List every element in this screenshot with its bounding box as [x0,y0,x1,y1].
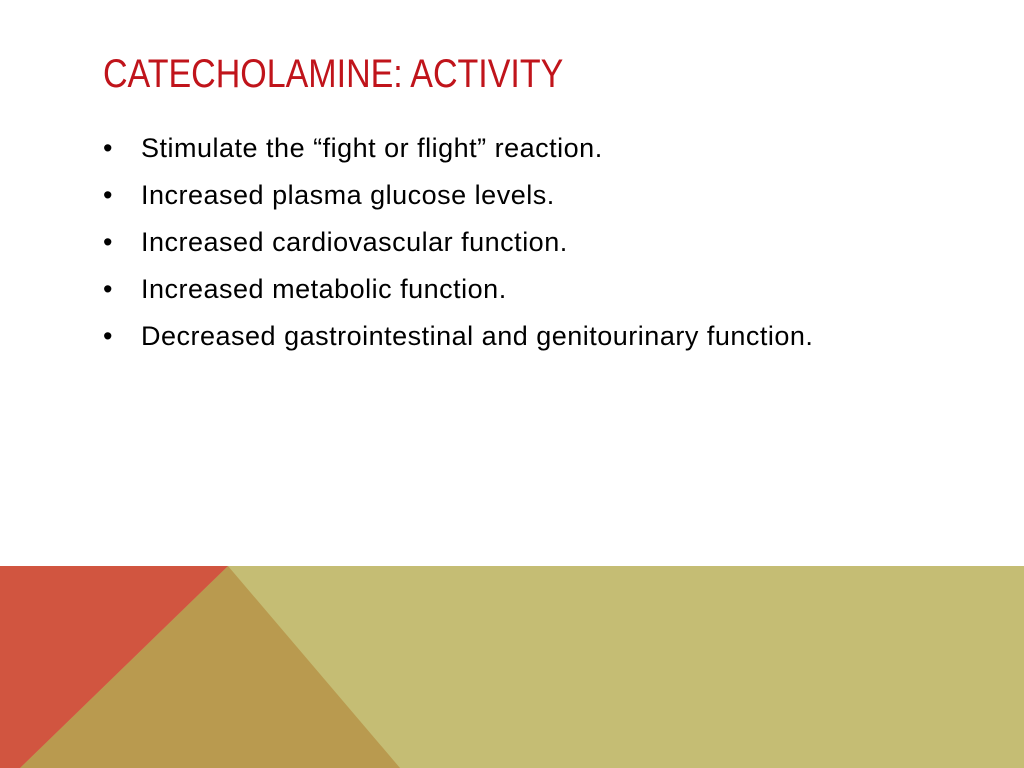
bullet-item [103,172,813,219]
bullet-text: Increased metabolic function. [141,274,507,304]
bullet-text: Increased plasma glucose levels. [141,180,555,210]
bullet-item [103,219,813,266]
bullet-item [103,313,813,360]
bullet-marker: • [103,274,113,304]
bullet-marker: • [103,180,113,210]
bullet-item [103,125,813,172]
bullet-text: Decreased gastrointestinal and genitourinary function. [141,321,814,351]
bullet-marker: • [103,133,113,163]
bullet-marker: • [103,227,113,257]
bullet-item [103,266,813,313]
bullet-text: Increased cardiovascular function. [141,227,568,257]
decorative-footer-band [0,566,1024,768]
bullet-list [103,125,813,360]
slide-title: CATECHOLAMINE: ACTIVITY [103,52,564,96]
bullet-text: Stimulate the “fight or flight” reaction. [141,133,603,163]
bullet-marker: • [103,321,113,351]
